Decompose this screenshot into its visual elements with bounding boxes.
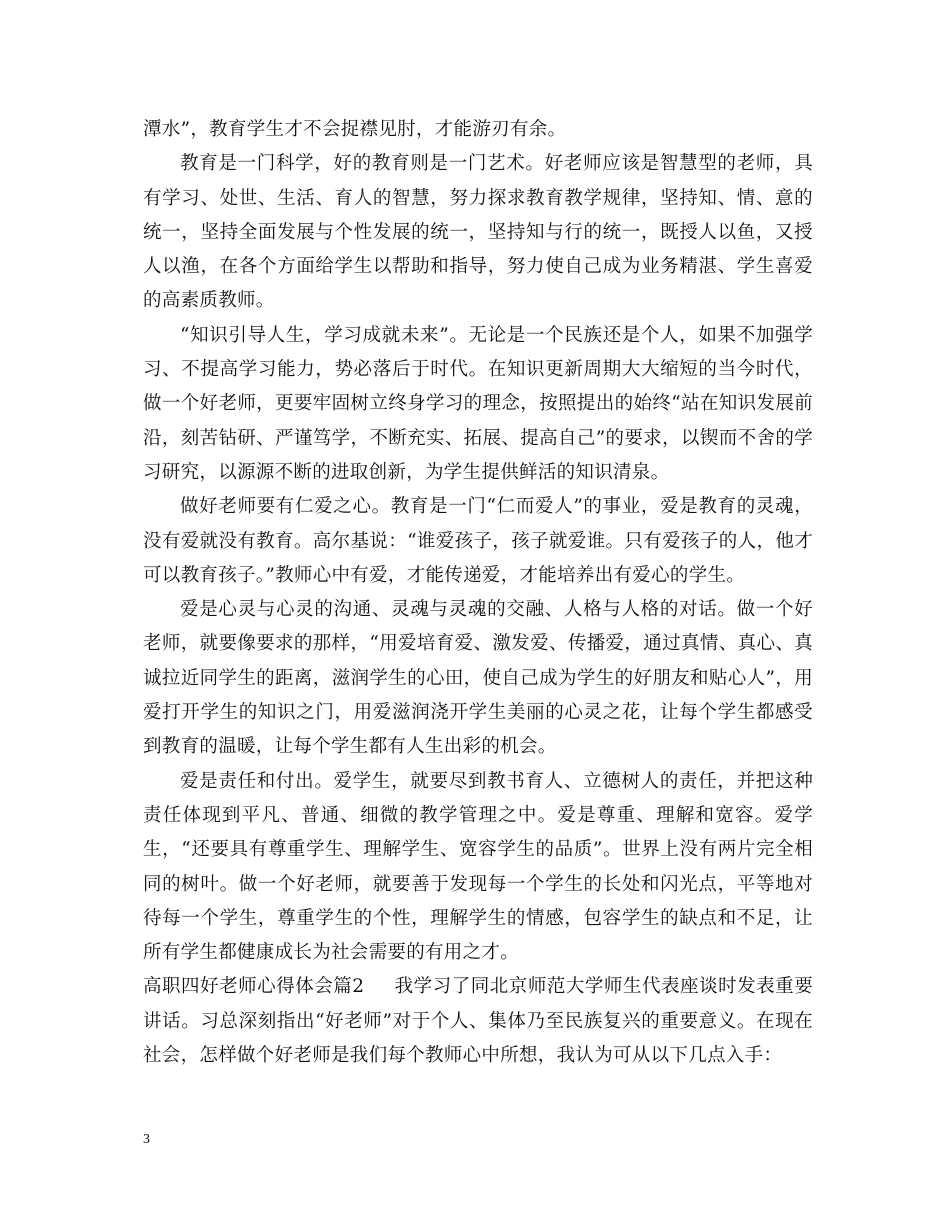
paragraph-6: 爱是责任和付出。爱学生，就要尽到教书育人、立德树人的责任，并把这种责任体现到平凡、普通、细微的教学管理之中。爱是尊重、理解和宽容。爱学生，“还要具有尊重学生、理解学生、宽容学生的品质”。世界上没有两片完全相同的树叶。做一个好老师，就要善于发现每一个学生的长处和闪光点，平等地对待每一个学生，尊重学生的个性，理解学生的情感，包容学生的缺点和不足，让所有学生都健康成长为社会需要的有用之才。: [143, 770, 813, 964]
paragraph-3: “知识引导人生，学习成就未来”。无论是一个民族还是个人，如果不加强学习、不提高学习能力，势必落后于时代。在知识更新周期大大缩短的当今时代，做一个好老师，更要牢固树立终身学习的理念，按照提出的始终“站在知识发展前沿，刻苦钻研、严谨笃学，不断充实、拓展、提高自己”的要求，以锲而不舍的学习研究，以源源不断的进取创新，为学生提供鲜活的知识清泉。: [143, 324, 813, 483]
section-text: 我学习了同北京师范大学师生代表座谈时发表重要讲话。习总深刻指出“好老师”对于个人、集体乃至民族复兴的重要意义。在现在社会，怎样做个好老师是我们每个教师心中所想，我认为可从以下几点入手：: [143, 976, 814, 1067]
section-heading: 高职四好老师心得体会篇2: [143, 976, 365, 998]
paragraph-1: 潭水”，教育学生才不会捉襟见肘，才能游刃有余。: [143, 119, 567, 140]
paragraph-5: 爱是心灵与心灵的沟通、灵魂与灵魂的交融、人格与人格的对话。做一个好老师，就要像要求的那样，“用爱培育爱、激发爱、传播爱，通过真情、真心、真诚拉近同学生的距离，滋润学生的心田，使自己成为学生的好朋友和贴心人”，用爱打开学生的知识之门，用爱滋润浇开学生美丽的心灵之花，让每个学生都感受到教育的温暖，让每个学生都有人生出彩的机会。: [143, 599, 813, 758]
page-number: 3: [143, 1132, 150, 1147]
document-body: [143, 113, 813, 1073]
section-paragraph: [143, 970, 813, 1073]
paragraph-2: 教育是一门科学，好的教育则是一门艺术。好老师应该是智慧型的老师，具有学习、处世、生活、育人的智慧，努力探求教育教学规律，坚持知、情、意的统一，坚持全面发展与个性发展的统一，坚持知与行的统一，既授人以鱼，又授人以渔，在各个方面给学生以帮助和指导，努力使自己成为业务精湛、学生喜爱的高素质教师。: [143, 153, 813, 312]
paragraph-4: 做好老师要有仁爱之心。教育是一门“仁而爱人”的事业，爱是教育的灵魂，没有爱就没有教育。高尔基说：“谁爱孩子，孩子就爱谁。只有爱孩子的人，他才可以教育孩子。”教师心中有爱，才能传递爱，才能培养出有爱心的学生。: [143, 496, 813, 586]
